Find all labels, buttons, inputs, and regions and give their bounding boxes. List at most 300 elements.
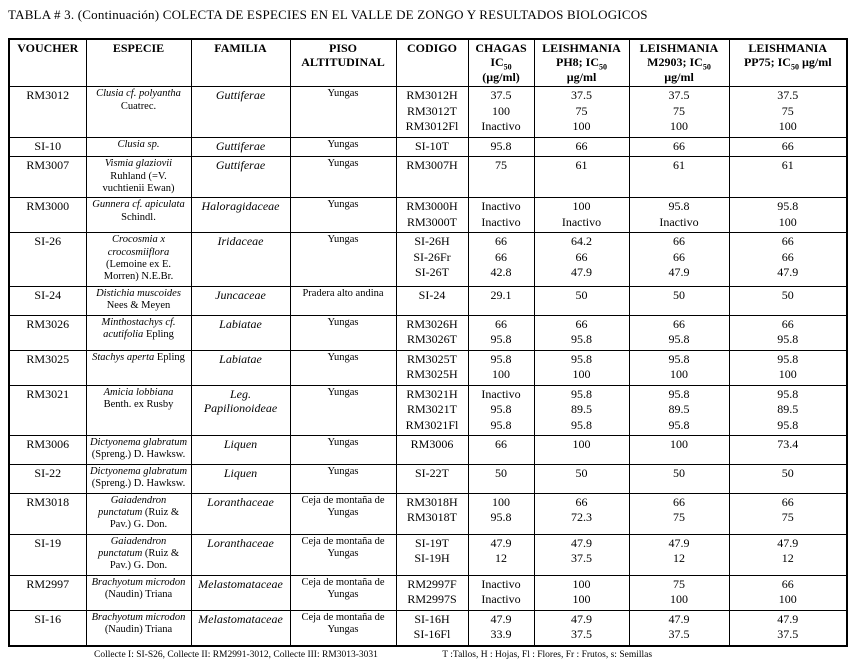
codigo-line: RM3000T — [406, 214, 457, 229]
ph8-cell — [534, 350, 629, 385]
m2903-value: 100 — [670, 592, 688, 607]
chagas-cell — [468, 198, 534, 233]
species-author: (Lemoine ex E. Morren) N.E.Br. — [103, 259, 174, 283]
familia-cell: Melastomataceae — [191, 610, 290, 646]
species-scientific-name: Clusia cf. polyantha — [96, 88, 181, 100]
especie-cell — [86, 610, 191, 646]
voucher-cell: SI-22 — [9, 464, 86, 493]
ph8-cell — [534, 610, 629, 646]
m2903-value: 66 — [673, 234, 685, 249]
especie-cell — [86, 534, 191, 575]
pp75-value: 95.8 — [777, 417, 799, 432]
codigo-line: RM3012T — [406, 103, 457, 118]
ph8-value: 100 — [572, 592, 591, 607]
pp75-value: 66 — [781, 138, 794, 153]
voucher-cell: RM2997 — [9, 575, 86, 610]
species-author: Benth. ex Rusby — [103, 398, 174, 410]
chagas-cell — [468, 315, 534, 350]
codigo-cell — [396, 87, 468, 138]
col-header-line: CODIGO — [406, 41, 457, 55]
chagas-cell — [468, 534, 534, 575]
ph8-value: 47.9 — [571, 265, 592, 280]
codigo-line: RM3025T — [406, 351, 457, 366]
codigo-cell — [396, 350, 468, 385]
col-header-line: PH8; $IC_{50}$ — [555, 55, 607, 72]
m2903-value: 95.8 — [668, 417, 690, 432]
chagas-value: 100 — [492, 367, 510, 382]
pp75-value: 100 — [778, 367, 797, 382]
familia-cell: Haloragidaceae — [191, 198, 290, 233]
codigo-cell — [396, 493, 468, 534]
voucher-cell: RM3018 — [9, 493, 86, 534]
especie-cell — [86, 198, 191, 233]
species-scientific-name: Dictyonema glabratum — [89, 465, 188, 477]
ph8-value: 37.5 — [571, 551, 592, 566]
pp75-value: 66 — [781, 234, 794, 249]
m2903-value: 95.8 — [668, 332, 690, 347]
codigo-cell — [396, 137, 468, 157]
m2903-value: 75 — [673, 103, 685, 118]
codigo-line: SI-16H — [414, 611, 450, 626]
table-title: TABLA # 3. (Continuación) COLECTA DE ESPECIES EN EL VALLE DE ZONGO Y RESULTADOS BIOLOGICOS — [8, 7, 648, 22]
m2903-value: 100 — [670, 119, 688, 134]
codigo-cell — [396, 157, 468, 198]
species-author: Epling — [156, 351, 185, 363]
ph8-cell — [534, 286, 629, 315]
species-author: Epling — [145, 328, 174, 340]
species-author: (Spreng.) D. Hawksw. — [91, 449, 186, 461]
table-row — [9, 315, 847, 350]
m2903-cell — [629, 610, 729, 646]
pp75-value: 37.5 — [777, 627, 799, 642]
pp75-value: 100 — [778, 592, 797, 607]
table-row — [9, 436, 847, 465]
chagas-cell — [468, 87, 534, 138]
m2903-value: 37.5 — [668, 88, 690, 103]
species-author: Nees & Meyen — [106, 300, 171, 312]
codigo-cell — [396, 610, 468, 646]
ph8-value: 37.5 — [571, 627, 592, 642]
ph8-cell — [534, 436, 629, 465]
table-row — [9, 87, 847, 138]
familia-cell: Melastomataceae — [191, 575, 290, 610]
m2903-value: 89.5 — [668, 402, 690, 417]
especie-cell — [86, 350, 191, 385]
col-header-familia — [191, 39, 290, 87]
pp75-cell — [729, 385, 847, 436]
m2903-value: 95.8 — [668, 386, 690, 401]
col-header-line: ESPECIE — [112, 41, 165, 55]
m2903-cell — [629, 137, 729, 157]
col-header-line: VOUCHER — [17, 41, 79, 55]
codigo-line: RM3018H — [406, 494, 458, 509]
pp75-value: 66 — [781, 249, 794, 264]
ph8-cell — [534, 493, 629, 534]
ph8-cell — [534, 315, 629, 350]
ph8-value: 47.9 — [571, 611, 592, 626]
table-row — [9, 157, 847, 198]
chagas-value: 95.8 — [490, 417, 512, 432]
species-scientific-name: Gunnera cf. apiculata — [92, 199, 185, 211]
m2903-value: 50 — [673, 465, 685, 480]
chagas-value: Inactivo — [481, 199, 521, 214]
m2903-value: 50 — [673, 287, 685, 302]
col-header-line: LEISHMANIA — [542, 41, 621, 55]
familia-cell: Iridaceae — [191, 233, 290, 287]
especie-cell — [86, 233, 191, 287]
codigo-line: SI-24 — [418, 287, 446, 302]
species-scientific-name: Distichia muscoides — [96, 287, 181, 299]
species-scientific-name: Vismia glaziovii — [104, 158, 173, 170]
pp75-value: 47.9 — [777, 611, 799, 626]
ph8-cell — [534, 575, 629, 610]
chagas-cell — [468, 350, 534, 385]
pp75-value: 95.8 — [777, 199, 799, 214]
m2903-value: 66 — [673, 494, 685, 509]
pp75-value: 37.5 — [777, 88, 799, 103]
pp75-cell — [729, 534, 847, 575]
m2903-value: 75 — [673, 576, 685, 591]
ph8-value: 89.5 — [571, 402, 592, 417]
m2903-value: 100 — [670, 437, 688, 452]
col-header-voucher — [9, 39, 86, 87]
m2903-value: 75 — [673, 510, 685, 525]
familia-cell: Labiatae — [191, 315, 290, 350]
chagas-value: Inactivo — [481, 592, 521, 607]
codigo-line: SI-16Fl — [413, 627, 451, 642]
codigo-line: RM3025H — [406, 367, 458, 382]
pp75-value: 100 — [778, 119, 797, 134]
codigo-cell — [396, 233, 468, 287]
chagas-value: 42.8 — [490, 265, 512, 280]
pp75-cell — [729, 157, 847, 198]
ph8-value: 64.2 — [571, 234, 592, 249]
ph8-value: 100 — [572, 437, 591, 452]
species-author: (Spreng.) D. Hawksw. — [91, 478, 186, 490]
m2903-value: 95.8 — [668, 199, 690, 214]
piso-cell: Yungas — [290, 464, 396, 493]
pp75-value: 95.8 — [777, 332, 799, 347]
pp75-cell — [729, 198, 847, 233]
piso-cell: Yungas — [290, 350, 396, 385]
ph8-value: 37.5 — [571, 88, 592, 103]
codigo-line: SI-19T — [415, 535, 449, 550]
m2903-value: 100 — [670, 367, 688, 382]
codigo-line: RM3026T — [406, 332, 457, 347]
col-header-line: µg/ml — [566, 69, 597, 84]
ph8-cell — [534, 385, 629, 436]
codigo-line: SI-26T — [415, 265, 449, 280]
col-header-ph8 — [534, 39, 629, 87]
codigo-cell — [396, 436, 468, 465]
m2903-value: 12 — [673, 551, 685, 566]
results-table-body — [9, 87, 847, 646]
pp75-value: 73.4 — [777, 437, 799, 452]
chagas-cell — [468, 286, 534, 315]
m2903-value: Inactivo — [659, 214, 699, 229]
ph8-value: 50 — [575, 465, 588, 480]
codigo-line: SI-22T — [415, 465, 449, 480]
pp75-value: 50 — [781, 465, 794, 480]
pp75-value: 66 — [781, 576, 794, 591]
species-author: (Ruiz & Pav.) G. Don. — [109, 548, 180, 572]
chagas-value: 47.9 — [490, 535, 512, 550]
chagas-value: Inactivo — [481, 119, 521, 134]
especie-cell — [86, 87, 191, 138]
ph8-value: 66 — [575, 316, 588, 331]
m2903-cell — [629, 157, 729, 198]
codigo-line: RM2997F — [407, 576, 457, 591]
piso-cell: Yungas — [290, 87, 396, 138]
chagas-value: 95.8 — [490, 402, 512, 417]
piso-cell: Yungas — [290, 137, 396, 157]
ph8-cell — [534, 233, 629, 287]
pp75-value: 95.8 — [777, 386, 799, 401]
footnote-collections: Collecte I: SI-S26, Collecte II: RM2991-3012, Collecte III: RM3013-3031 — [94, 649, 378, 660]
m2903-cell — [629, 493, 729, 534]
chagas-cell — [468, 385, 534, 436]
voucher-cell: SI-26 — [9, 233, 86, 287]
ph8-value: 47.9 — [571, 535, 592, 550]
chagas-cell — [468, 233, 534, 287]
chagas-cell — [468, 575, 534, 610]
codigo-cell — [396, 575, 468, 610]
m2903-cell — [629, 436, 729, 465]
especie-cell — [86, 436, 191, 465]
familia-cell: Liquen — [191, 464, 290, 493]
results-table-header-row — [9, 39, 847, 87]
voucher-cell: RM3000 — [9, 198, 86, 233]
footnote-organ-codes: T :Tallos, H : Hojas, Fl : Flores, Fr : Frutos, s: Semillas — [442, 649, 653, 660]
pp75-value: 89.5 — [777, 402, 799, 417]
col-header-line: ALTITUDINAL — [301, 55, 385, 70]
m2903-cell — [629, 233, 729, 287]
table-row — [9, 350, 847, 385]
col-header-line: LEISHMANIA — [748, 41, 828, 55]
ph8-value: 95.8 — [571, 417, 592, 432]
col-header-line: (µg/ml) — [482, 69, 520, 84]
especie-cell — [86, 286, 191, 315]
col-header-chagas — [468, 39, 534, 87]
col-header-line: PP75; $IC_{50}$ µg/ml — [743, 55, 832, 72]
ph8-value: 100 — [572, 199, 591, 214]
voucher-cell: RM3021 — [9, 385, 86, 436]
codigo-cell — [396, 534, 468, 575]
familia-cell: Liquen — [191, 436, 290, 465]
familia-cell: Loranthaceae — [191, 534, 290, 575]
table-row — [9, 464, 847, 493]
chagas-value: 95.8 — [490, 138, 512, 153]
chagas-value: 37.5 — [490, 88, 512, 103]
piso-cell: Ceja de montaña de Yungas — [290, 534, 396, 575]
pp75-value: 75 — [781, 103, 794, 118]
especie-cell — [86, 493, 191, 534]
m2903-value: 66 — [673, 138, 685, 153]
pp75-cell — [729, 436, 847, 465]
ph8-value: Inactivo — [561, 214, 602, 229]
pp75-value: 66 — [781, 316, 794, 331]
voucher-cell: RM3026 — [9, 315, 86, 350]
codigo-line: SI-26Fr — [413, 249, 451, 264]
pp75-value: 47.9 — [777, 535, 799, 550]
chagas-value: 95.8 — [490, 351, 512, 366]
m2903-cell — [629, 350, 729, 385]
ph8-value: 66 — [575, 138, 588, 153]
piso-cell: Yungas — [290, 233, 396, 287]
voucher-cell: SI-24 — [9, 286, 86, 315]
table-row — [9, 233, 847, 287]
pp75-value: 100 — [778, 214, 797, 229]
m2903-value: 66 — [673, 249, 685, 264]
codigo-line: RM3021T — [406, 402, 457, 417]
m2903-value: 37.5 — [668, 627, 690, 642]
m2903-cell — [629, 87, 729, 138]
col-header-line: LEISHMANIA — [639, 41, 719, 55]
m2903-cell — [629, 464, 729, 493]
pp75-value: 61 — [781, 158, 794, 173]
especie-cell — [86, 157, 191, 198]
footnotes — [8, 650, 846, 660]
especie-cell — [86, 315, 191, 350]
m2903-value: 61 — [673, 158, 685, 173]
chagas-value: 66 — [495, 437, 507, 452]
pp75-value: 75 — [781, 510, 794, 525]
pp75-value: 66 — [781, 494, 794, 509]
pp75-cell — [729, 315, 847, 350]
ph8-value: 100 — [572, 367, 591, 382]
species-scientific-name: Brachyotum microdon — [91, 611, 186, 623]
piso-cell: Ceja de montaña de Yungas — [290, 575, 396, 610]
table-row — [9, 534, 847, 575]
species-scientific-name: Dictyonema glabratum — [89, 437, 188, 449]
pp75-value: 95.8 — [777, 351, 799, 366]
table-row — [9, 198, 847, 233]
voucher-cell: RM3012 — [9, 87, 86, 138]
codigo-line: RM3026H — [406, 316, 458, 331]
ph8-value: 66 — [575, 249, 588, 264]
chagas-cell — [468, 157, 534, 198]
m2903-value: 47.9 — [668, 265, 690, 280]
chagas-value: Inactivo — [481, 386, 521, 401]
col-header-line: µg/ml — [664, 69, 694, 84]
m2903-cell — [629, 534, 729, 575]
especie-cell — [86, 464, 191, 493]
chagas-value: 95.8 — [490, 510, 512, 525]
ph8-value: 61 — [575, 158, 588, 173]
codigo-cell — [396, 286, 468, 315]
m2903-value: 95.8 — [668, 351, 690, 366]
pp75-cell — [729, 350, 847, 385]
species-scientific-name: Crocosmia x crocosmiiflora — [107, 234, 170, 258]
ph8-value: 50 — [575, 287, 588, 302]
m2903-value: 47.9 — [668, 535, 690, 550]
codigo-line: RM3021Fl — [405, 417, 459, 432]
ph8-value: 95.8 — [571, 351, 592, 366]
codigo-cell — [396, 315, 468, 350]
chagas-value: 12 — [495, 551, 507, 566]
pp75-cell — [729, 575, 847, 610]
voucher-cell: SI-16 — [9, 610, 86, 646]
species-author: (Ruiz & Pav.) G. Don. — [109, 506, 180, 531]
species-scientific-name: Minthostachys cf. acutifolia — [101, 316, 176, 340]
chagas-value: 66 — [495, 234, 507, 249]
m2903-cell — [629, 198, 729, 233]
ph8-cell — [534, 464, 629, 493]
codigo-line: RM3012H — [406, 88, 458, 103]
piso-cell: Ceja de montaña de Yungas — [290, 493, 396, 534]
pp75-cell — [729, 493, 847, 534]
col-header-pp75 — [729, 39, 847, 87]
familia-cell: Juncaceae — [191, 286, 290, 315]
table-row — [9, 610, 847, 646]
especie-cell — [86, 385, 191, 436]
species-scientific-name: Amicia lobbiana — [103, 386, 174, 398]
familia-cell: Labiatae — [191, 350, 290, 385]
chagas-value: 95.8 — [490, 332, 512, 347]
m2903-value: 66 — [673, 316, 685, 331]
pp75-cell — [729, 610, 847, 646]
m2903-cell — [629, 286, 729, 315]
species-author: Ruhland (=V. vuchtienii Ewan) — [102, 170, 175, 194]
codigo-line: SI-10T — [415, 138, 449, 153]
m2903-value: 47.9 — [668, 611, 690, 626]
species-scientific-name: Stachys aperta — [92, 351, 155, 363]
table-row — [9, 137, 847, 157]
familia-cell: Loranthaceae — [191, 493, 290, 534]
ph8-cell — [534, 157, 629, 198]
ph8-cell — [534, 198, 629, 233]
results-table — [8, 38, 848, 647]
pp75-cell — [729, 233, 847, 287]
m2903-cell — [629, 385, 729, 436]
pp75-cell — [729, 87, 847, 138]
table-row — [9, 493, 847, 534]
col-header-m2903 — [629, 39, 729, 87]
codigo-line: RM3018T — [406, 510, 457, 525]
voucher-cell: RM3007 — [9, 157, 86, 198]
species-author: (Naudin) Triana — [104, 624, 173, 636]
col-header-line: M2903; $IC_{50}$ — [647, 55, 711, 72]
ph8-cell — [534, 137, 629, 157]
codigo-line: RM3006 — [410, 437, 454, 452]
chagas-cell — [468, 464, 534, 493]
familia-cell: Guttiferae — [191, 157, 290, 198]
col-header-especie — [86, 39, 191, 87]
ph8-value: 95.8 — [571, 332, 592, 347]
piso-cell: Pradera alto andina — [290, 286, 396, 315]
table-row — [9, 385, 847, 436]
codigo-line: RM3000H — [406, 199, 458, 214]
chagas-value: Inactivo — [481, 576, 521, 591]
familia-cell: Guttiferae — [191, 137, 290, 157]
col-header-line: FAMILIA — [214, 41, 267, 55]
species-author: Schindl. — [121, 211, 156, 223]
especie-cell — [86, 137, 191, 157]
familia-cell: Guttiferae — [191, 87, 290, 138]
species-scientific-name: Gaiadendron punctatum — [97, 494, 167, 518]
m2903-cell — [629, 315, 729, 350]
codigo-line: RM3007H — [406, 158, 458, 173]
col-header-line: PISO — [328, 41, 357, 55]
especie-cell — [86, 575, 191, 610]
voucher-cell: SI-10 — [9, 137, 86, 157]
species-scientific-name: Clusia sp. — [117, 138, 160, 150]
table-row — [9, 575, 847, 610]
chagas-value: 100 — [492, 103, 510, 118]
pp75-value: 50 — [781, 287, 794, 302]
pp75-cell — [729, 286, 847, 315]
pp75-cell — [729, 137, 847, 157]
